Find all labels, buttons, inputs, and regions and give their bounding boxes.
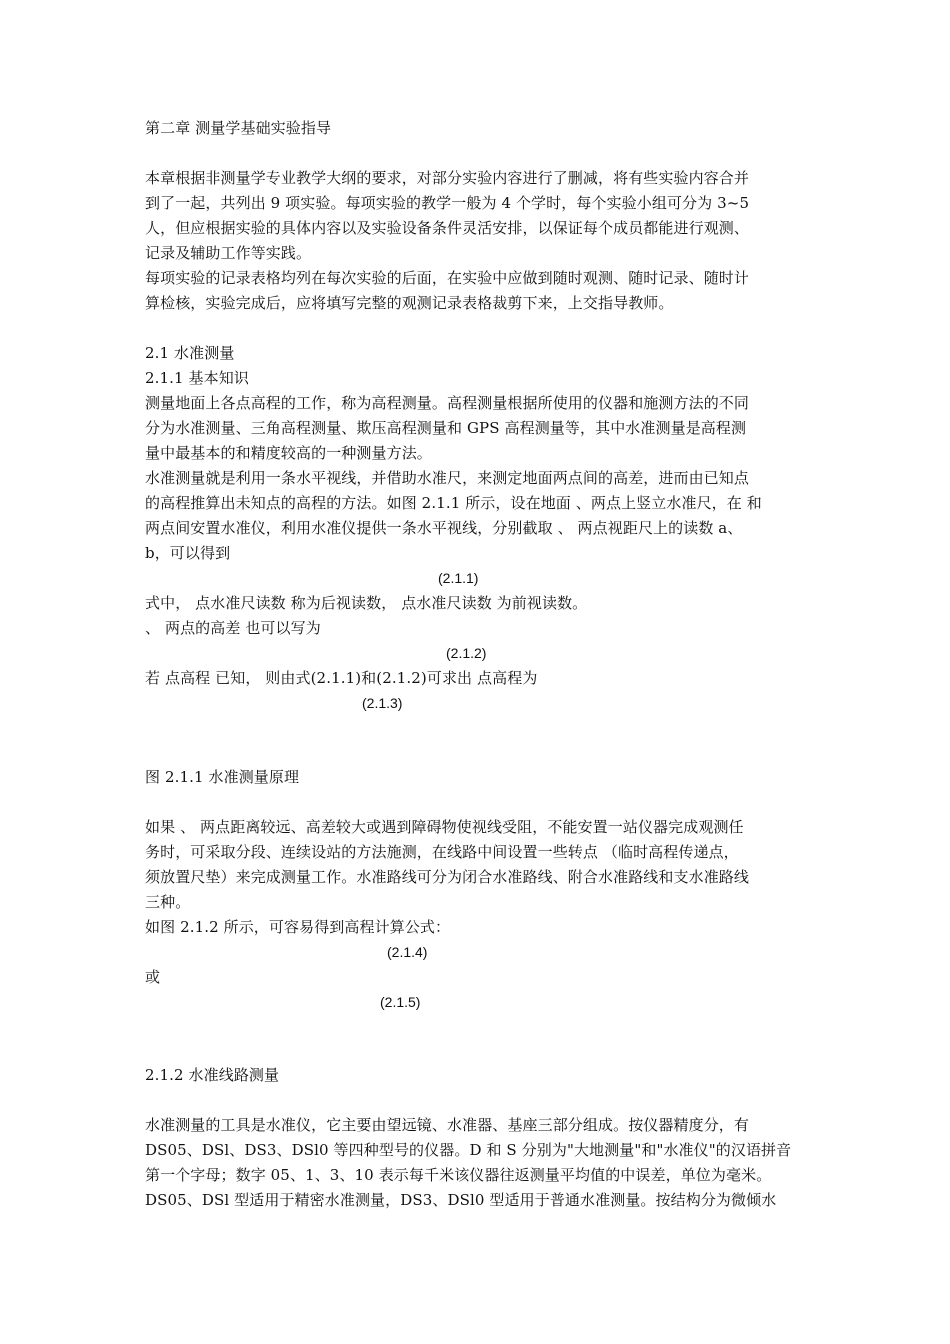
basics-line-2: 分为水准测量、三角高程测量、欺压高程测量和 GPS 高程测量等，其中水准测量是高程测: [145, 419, 747, 437]
chapter-title: 第二章 测量学基础实验指导: [145, 119, 332, 137]
after-equation-2: 若 点高程 已知， 则由式(2.1.1)和(2.1.2)可求出 点高程为: [145, 669, 538, 687]
intro-line-3: 人，但应根据实验的具体内容以及实验设备条件灵活安排，以保证每个成员都能进行观测、: [145, 219, 750, 237]
intro-line-5: 每项实验的记录表格均列在每次实验的后面，在实验中应做到随时观测、随时记录、随时计: [145, 269, 750, 287]
basics-line-3: 量中最基本的和精度较高的一种测量方法。: [145, 444, 432, 462]
route-line-3: 须放置尺垫）来完成测量工作。水准路线可分为闭合水准路线、附合水准路线和支水准路线: [145, 868, 750, 886]
before-equation-2: 、 两点的高差 也可以写为: [145, 619, 321, 637]
after-equation-1: 式中， 点水准尺读数 称为后视读数， 点水准尺读数 为前视读数。: [145, 594, 588, 612]
basics-line-5: 的高程推算出未知点的高程的方法。如图 2.1.1 所示，设在地面 、两点上竖立水准尺，在 和: [145, 494, 762, 512]
section-heading-2-1-1: 2.1.1 基本知识: [145, 369, 249, 387]
figure-caption: 图 2.1.1 水准测量原理: [145, 768, 300, 786]
instrument-line-2: DS05、DSl、DS3、DSl0 等四种型号的仪器。D 和 S 分别为"大地测量"和"水准仪"的汉语拼音: [145, 1141, 792, 1159]
basics-line-6: 两点间安置水准仪，利用水准仪提供一条水平视线，分别截取 、 两点视距尺上的读数 a、: [145, 519, 743, 537]
equation-number-2-1-1: (2.1.1): [438, 570, 479, 586]
equation-number-2-1-4: (2.1.4): [387, 944, 428, 960]
basics-line-4: 水准测量就是利用一条水平视线，并借助水准尺，来测定地面两点间的高差，进而由已知点: [145, 469, 750, 487]
basics-line-7: b，可以得到: [145, 544, 231, 562]
section-heading-2-1: 2.1 水准测量: [145, 344, 235, 362]
basics-line-1: 测量地面上各点高程的工作，称为高程测量。高程测量根据所使用的仪器和施测方法的不同: [145, 394, 750, 412]
or-text: 或: [145, 968, 161, 986]
instrument-line-1: 水准测量的工具是水准仪，它主要由望远镜、水准器、基座三部分组成。按仪器精度分，有: [145, 1116, 750, 1134]
equation-number-2-1-3: (2.1.3): [362, 695, 403, 711]
intro-line-6: 算检核，实验完成后，应将填写完整的观测记录表格裁剪下来，上交指导教师。: [145, 294, 674, 312]
route-line-2: 务时，可采取分段、连续设站的方法施测，在线路中间设置一些转点 （临时高程传递点，: [145, 843, 739, 861]
intro-line-2: 到了一起，共列出 9 项实验。每项实验的教学一般为 4 个学时，每个实验小组可分为 3~5: [145, 194, 750, 212]
equation-number-2-1-5: (2.1.5): [380, 994, 421, 1010]
route-line-5: 如图 2.1.2 所示，可容易得到高程计算公式：: [145, 918, 451, 936]
intro-line-4: 记录及辅助工作等实践。: [145, 244, 312, 262]
route-line-1: 如果 、 两点距离较远、高差较大或遇到障碍物使视线受阻，不能安置一站仪器完成观测任: [145, 818, 744, 836]
route-line-4: 三种。: [145, 893, 191, 911]
instrument-line-3: 第一个字母；数字 05、1、3、10 表示每千米该仪器往返测量平均值的中误差，单位为毫米。: [145, 1166, 772, 1184]
instrument-line-4: DS05、DSl 型适用于精密水准测量，DS3、DSl0 型适用于普通水准测量。按结构分为微倾水: [145, 1191, 777, 1209]
intro-line-1: 本章根据非测量学专业教学大纲的要求，对部分实验内容进行了删减，将有些实验内容合并: [145, 169, 750, 187]
section-heading-2-1-2: 2.1.2 水准线路测量: [145, 1066, 280, 1084]
equation-number-2-1-2: (2.1.2): [446, 645, 487, 661]
